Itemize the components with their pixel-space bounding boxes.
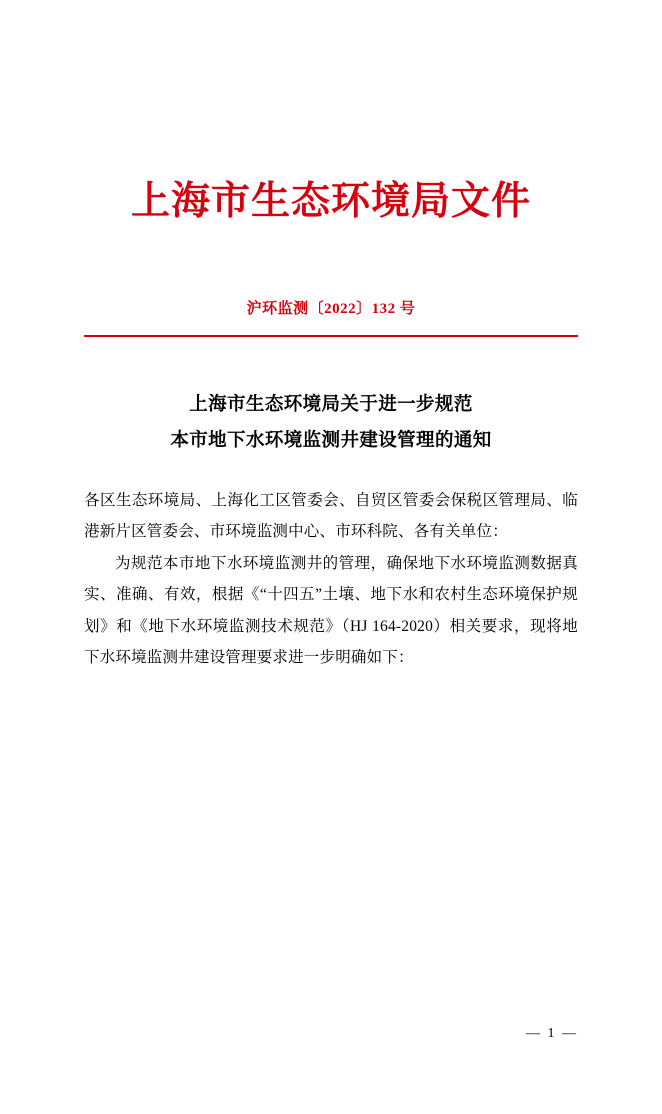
subject-heading-line-2: 本市地下水环境监测井建设管理的通知 (170, 430, 492, 451)
document-number: 沪环监测〔2022〕132 号 (246, 300, 416, 317)
page-number: — 1 — (526, 1026, 578, 1041)
body-paragraph-1: 为规范本市地下水环境监测井的管理，确保地下水环境监测数据真实、准确、有效，根据《“十四五”土壤、地下水和农村生态环境保护规划》和《地下水环境监测技术规范》（HJ 164-2020）相关要求，现将地下水环境监测井建设管理要求进一步明确如下： (84, 554, 578, 667)
red-divider-rule (84, 335, 578, 337)
document-title: 上海市生态环境局文件 (130, 178, 531, 224)
document-body (84, 485, 578, 674)
document-page (0, 178, 662, 1114)
recipients-paragraph: 各区生态环境局、上海化工区管委会、自贸区管委会保税区管理局、临港新片区管委会、市环境监测中心、市环科院、各有关单位： (84, 491, 578, 541)
subject-heading-line-1: 上海市生态环境局关于进一步规范 (189, 394, 473, 415)
subject-heading (84, 387, 578, 459)
